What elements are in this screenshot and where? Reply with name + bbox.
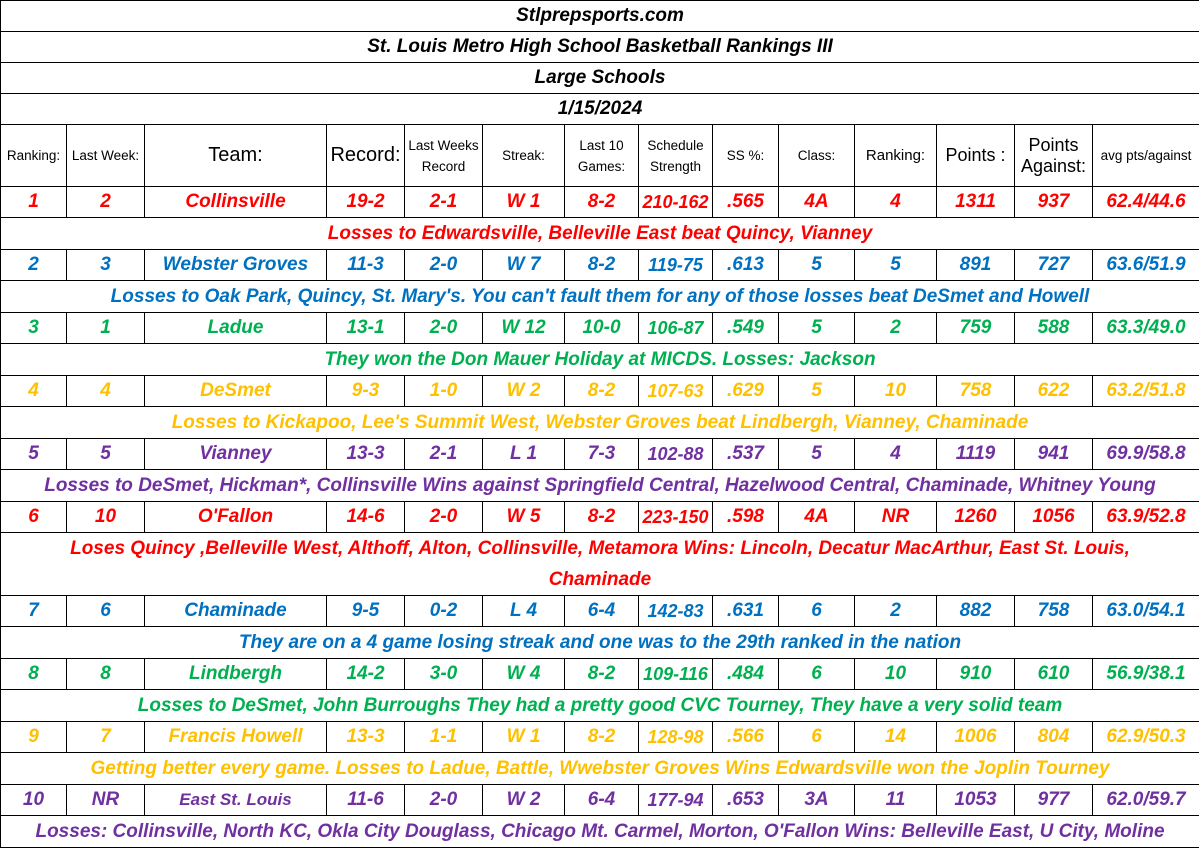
streak-cell: W 7 [483,250,565,281]
schedule-strength-cell: 119-75 [639,250,713,281]
team-cell: Lindbergh [145,659,327,690]
avg-cell: 62.4/44.6 [1093,187,1199,218]
ranking-date: 1/15/2024 [1,94,1199,125]
team-cell: Ladue [145,313,327,344]
record-cell: 9-3 [327,376,405,407]
avg-cell: 63.0/54.1 [1093,596,1199,627]
last-10-cell: 8-2 [565,659,639,690]
record-cell: 13-3 [327,439,405,470]
last-week-cell: 4 [67,376,145,407]
rank-cell: 7 [1,596,67,627]
col-schedule-strength: Schedule Strength [639,125,713,187]
last-week-cell: 2 [67,187,145,218]
site-name: Stlprepsports.com [1,1,1199,32]
points-cell: 891 [937,250,1015,281]
points-cell: 1311 [937,187,1015,218]
points-against-cell: 622 [1015,376,1093,407]
class-ranking-cell: 10 [855,376,937,407]
team-note-row [1,344,1199,376]
class-cell: 6 [779,722,855,753]
last-week-cell: NR [67,785,145,816]
last-weeks-record-cell: 2-0 [405,313,483,344]
streak-cell: W 4 [483,659,565,690]
record-cell: 19-2 [327,187,405,218]
last-weeks-record-cell: 2-1 [405,439,483,470]
team-note: Losses to Kickapoo, Lee's Summit West, Webster Groves beat Lindbergh, Vianney, Chaminade [1,407,1199,439]
rank-cell: 9 [1,722,67,753]
header-row [1,125,1199,187]
team-row [1,250,1199,281]
avg-cell: 56.9/38.1 [1093,659,1199,690]
col-last-week: Last Week: [67,125,145,187]
class-ranking-cell: 5 [855,250,937,281]
avg-cell: 63.2/51.8 [1093,376,1199,407]
ss-pct-cell: .629 [713,376,779,407]
schedule-strength-cell: 106-87 [639,313,713,344]
points-against-cell: 804 [1015,722,1093,753]
last-10-cell: 8-2 [565,502,639,533]
class-ranking-cell: 11 [855,785,937,816]
page-title: St. Louis Metro High School Basketball Rankings III [1,32,1199,63]
col-last-weeks-record: Last Weeks Record [405,125,483,187]
last-week-cell: 10 [67,502,145,533]
team-cell: Vianney [145,439,327,470]
team-cell: Chaminade [145,596,327,627]
record-cell: 14-6 [327,502,405,533]
points-cell: 882 [937,596,1015,627]
schedule-strength-cell: 177-94 [639,785,713,816]
col-ss-pct: SS %: [713,125,779,187]
team-note-row [1,281,1199,313]
streak-cell: W 2 [483,376,565,407]
record-cell: 9-5 [327,596,405,627]
avg-cell: 63.6/51.9 [1093,250,1199,281]
last-weeks-record-cell: 1-1 [405,722,483,753]
ss-pct-cell: .566 [713,722,779,753]
rank-cell: 8 [1,659,67,690]
points-cell: 758 [937,376,1015,407]
team-cell: O'Fallon [145,502,327,533]
team-row [1,187,1199,218]
points-against-cell: 941 [1015,439,1093,470]
class-cell: 6 [779,659,855,690]
last-weeks-record-cell: 2-0 [405,502,483,533]
last-weeks-record-cell: 2-1 [405,187,483,218]
last-10-cell: 6-4 [565,596,639,627]
streak-cell: W 1 [483,187,565,218]
schedule-strength-cell: 107-63 [639,376,713,407]
schedule-strength-cell: 223-150 [639,502,713,533]
rank-cell: 4 [1,376,67,407]
schedule-strength-cell: 210-162 [639,187,713,218]
team-row [1,596,1199,627]
team-note-row [1,470,1199,502]
class-ranking-cell: 4 [855,187,937,218]
points-against-cell: 588 [1015,313,1093,344]
team-note-row [1,218,1199,250]
ss-pct-cell: .613 [713,250,779,281]
last-week-cell: 1 [67,313,145,344]
points-against-cell: 1056 [1015,502,1093,533]
streak-cell: L 4 [483,596,565,627]
rank-cell: 3 [1,313,67,344]
streak-cell: W 12 [483,313,565,344]
last-10-cell: 8-2 [565,187,639,218]
points-cell: 1119 [937,439,1015,470]
points-cell: 1006 [937,722,1015,753]
team-row [1,722,1199,753]
last-10-cell: 8-2 [565,376,639,407]
points-against-cell: 937 [1015,187,1093,218]
avg-cell: 63.3/49.0 [1093,313,1199,344]
team-note-row [1,690,1199,722]
last-week-cell: 6 [67,596,145,627]
last-weeks-record-cell: 3-0 [405,659,483,690]
class-cell: 5 [779,250,855,281]
schedule-strength-cell: 128-98 [639,722,713,753]
team-row [1,785,1199,816]
schedule-strength-cell: 109-116 [639,659,713,690]
class-ranking-cell: 2 [855,313,937,344]
team-note-row [1,816,1199,848]
last-week-cell: 5 [67,439,145,470]
rank-cell: 10 [1,785,67,816]
rankings-body [1,1,1199,848]
team-cell: East St. Louis [145,785,327,816]
avg-cell: 69.9/58.8 [1093,439,1199,470]
avg-cell: 63.9/52.8 [1093,502,1199,533]
streak-cell: L 1 [483,439,565,470]
ss-pct-cell: .598 [713,502,779,533]
team-note-row [1,533,1199,596]
last-10-cell: 7-3 [565,439,639,470]
team-note: Losses to DeSmet, John Burroughs They had a pretty good CVC Tourney, They have a very solid team [1,690,1199,722]
division-label: Large Schools [1,63,1199,94]
last-weeks-record-cell: 1-0 [405,376,483,407]
class-ranking-cell: 14 [855,722,937,753]
class-ranking-cell: NR [855,502,937,533]
last-weeks-record-cell: 0-2 [405,596,483,627]
ss-pct-cell: .631 [713,596,779,627]
rank-cell: 6 [1,502,67,533]
record-cell: 13-1 [327,313,405,344]
class-cell: 5 [779,313,855,344]
points-cell: 1053 [937,785,1015,816]
ss-pct-cell: .537 [713,439,779,470]
last-week-cell: 7 [67,722,145,753]
team-note: Getting better every game. Losses to Ladue, Battle, Wwebster Groves Wins Edwardsville won the Joplin Tourney [1,753,1199,785]
team-cell: Francis Howell [145,722,327,753]
ss-pct-cell: .653 [713,785,779,816]
points-against-cell: 758 [1015,596,1093,627]
ss-pct-cell: .565 [713,187,779,218]
ss-pct-cell: .484 [713,659,779,690]
team-note: Losses to Oak Park, Quincy, St. Mary's. You can't fault them for any of those losses beat DeSmet and Howell [1,281,1199,313]
points-against-cell: 727 [1015,250,1093,281]
streak-cell: W 5 [483,502,565,533]
class-ranking-cell: 10 [855,659,937,690]
col-ranking: Ranking: [1,125,67,187]
team-note-row [1,407,1199,439]
last-10-cell: 8-2 [565,722,639,753]
points-cell: 1260 [937,502,1015,533]
schedule-strength-cell: 102-88 [639,439,713,470]
col-points-against: Points Against: [1015,125,1093,187]
class-cell: 5 [779,376,855,407]
points-cell: 759 [937,313,1015,344]
team-cell: DeSmet [145,376,327,407]
team-cell: Webster Groves [145,250,327,281]
last-10-cell: 6-4 [565,785,639,816]
class-cell: 4A [779,502,855,533]
col-last-10: Last 10 Games: [565,125,639,187]
last-10-cell: 8-2 [565,250,639,281]
team-note: Losses to Edwardsville, Belleville East beat Quincy, Vianney [1,218,1199,250]
last-weeks-record-cell: 2-0 [405,785,483,816]
class-cell: 4A [779,187,855,218]
points-against-cell: 610 [1015,659,1093,690]
team-note: They won the Don Mauer Holiday at MICDS. Losses: Jackson [1,344,1199,376]
last-weeks-record-cell: 2-0 [405,250,483,281]
col-streak: Streak: [483,125,565,187]
team-row [1,313,1199,344]
record-cell: 13-3 [327,722,405,753]
last-week-cell: 3 [67,250,145,281]
points-cell: 910 [937,659,1015,690]
record-cell: 14-2 [327,659,405,690]
class-cell: 6 [779,596,855,627]
team-row [1,439,1199,470]
class-ranking-cell: 2 [855,596,937,627]
col-class: Class: [779,125,855,187]
team-note: They are on a 4 game losing streak and one was to the 29th ranked in the nation [1,627,1199,659]
streak-cell: W 2 [483,785,565,816]
record-cell: 11-6 [327,785,405,816]
last-10-cell: 10-0 [565,313,639,344]
record-cell: 11-3 [327,250,405,281]
schedule-strength-cell: 142-83 [639,596,713,627]
class-cell: 5 [779,439,855,470]
rank-cell: 2 [1,250,67,281]
last-week-cell: 8 [67,659,145,690]
streak-cell: W 1 [483,722,565,753]
col-points: Points : [937,125,1015,187]
team-note: Losses: Collinsville, North KC, Okla City Douglass, Chicago Mt. Carmel, Morton, O'Fallon Wins: Belleville East, U City, Moline [1,816,1199,848]
col-team: Team: [145,125,327,187]
points-against-cell: 977 [1015,785,1093,816]
team-note-row [1,753,1199,785]
class-ranking-cell: 4 [855,439,937,470]
col-class-ranking: Ranking: [855,125,937,187]
rank-cell: 5 [1,439,67,470]
team-note-row [1,627,1199,659]
ss-pct-cell: .549 [713,313,779,344]
team-row [1,502,1199,533]
team-note: Losses to DeSmet, Hickman*, Collinsville Wins against Springfield Central, Hazelwood Central, Chaminade, Whitney Young [1,470,1199,502]
team-row [1,376,1199,407]
avg-cell: 62.9/50.3 [1093,722,1199,753]
team-row [1,659,1199,690]
team-note: Loses Quincy ,Belleville West, Althoff, Alton, Collinsville, Metamora Wins: Lincoln, Decatur MacArthur, East St. Louis, Chaminade [1,533,1199,596]
avg-cell: 62.0/59.7 [1093,785,1199,816]
team-cell: Collinsville [145,187,327,218]
col-record: Record: [327,125,405,187]
rank-cell: 1 [1,187,67,218]
col-avg: avg pts/against [1093,125,1199,187]
class-cell: 3A [779,785,855,816]
